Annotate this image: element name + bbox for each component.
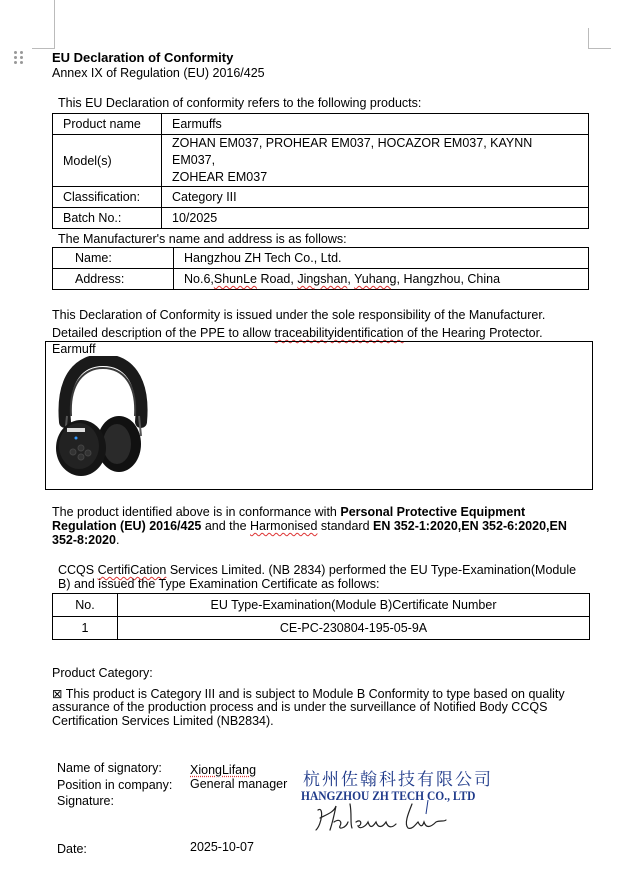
certificate-table xyxy=(52,593,590,640)
document-title: EU Declaration of Conformity xyxy=(52,50,234,65)
position-value: General manager xyxy=(190,777,288,791)
manufacturer-address-label: Address: xyxy=(53,269,174,290)
earmuff-photo-icon xyxy=(51,356,151,476)
page-margin-corner-top-left xyxy=(32,0,55,49)
date-label: Date: xyxy=(57,842,87,856)
product-name-value: Earmuffs xyxy=(162,114,589,135)
cert-header-number: EU Type-Examination(Module B)Certificate Number xyxy=(118,594,590,617)
models-value xyxy=(162,135,589,187)
company-stamp-chinese: 杭州佐翰科技有限公司 xyxy=(303,770,493,790)
page-margin-corner-top-right xyxy=(588,28,611,49)
product-category-heading: Product Category: xyxy=(52,666,153,680)
conformance-statement: The product identified above is in conformance with Personal Protective Equipment Regulation (EU) 2016/425 and the Harmonised standard EN 352-1:2020,EN 352-6:2020,EN 352-8:2020. xyxy=(52,505,567,547)
ppe-description: Detailed description of the PPE to allow traceabilityidentification of the Hearing Protector. xyxy=(52,326,543,340)
cert-row-no: 1 xyxy=(53,617,118,640)
product-category-line-1: ⊠ This product is Category III and is subject to Module B Conformity to type based on quality xyxy=(52,687,565,701)
cert-header-no: No. xyxy=(53,594,118,617)
models-label: Model(s) xyxy=(53,135,162,187)
table-row xyxy=(53,617,590,640)
company-stamp-english: HANGZHOU ZH TECH CO., LTD xyxy=(301,789,476,803)
signatory-name-value: XiongLifang xyxy=(190,763,257,777)
table-row xyxy=(53,187,589,208)
cert-row-number: CE-PC-230804-195-05-9A xyxy=(118,617,590,640)
models-line-1: ZOHAN EM037, PROHEAR EM037, HOCAZOR EM037, KAYNN EM037, xyxy=(172,136,533,167)
products-intro: This EU Declaration of conformity refers to the following products: xyxy=(58,96,422,110)
manufacturer-table xyxy=(52,247,589,290)
classification-value: Category III xyxy=(162,187,589,208)
manufacturer-intro: The Manufacturer's name and address is as follows: xyxy=(58,232,347,246)
manufacturer-address-value: No.6,ShunLe Road, Jingshan, Yuhang, Hangzhou, China xyxy=(174,269,589,290)
products-table xyxy=(52,113,589,229)
table-row xyxy=(53,269,589,290)
date-value: 2025-10-07 xyxy=(190,840,254,854)
table-row xyxy=(53,594,590,617)
manufacturer-name-label: Name: xyxy=(53,248,174,269)
classification-label: Classification: xyxy=(53,187,162,208)
ccqs-statement-line-2: B) and issued the Type Examination Certificate as follows: xyxy=(58,577,380,591)
responsibility-statement: This Declaration of Conformity is issued under the sole responsibility of the Manufacturer. xyxy=(52,308,546,322)
signatory-name-label: Name of signatory: xyxy=(57,761,162,775)
table-row xyxy=(53,208,589,229)
product-name-label: Product name xyxy=(53,114,162,135)
table-row xyxy=(53,248,589,269)
ccqs-statement-line-1: CCQS CertifiCation Services Limited. (NB 2834) performed the EU Type-Examination(Module xyxy=(58,563,577,577)
models-line-2: ZOHEAR EM037 xyxy=(172,170,268,184)
position-label: Position in company: xyxy=(57,778,173,792)
signature-label: Signature: xyxy=(57,794,114,808)
product-category-line-3: Certification Services Limited (NB2834). xyxy=(52,714,274,728)
drag-handle-icon[interactable] xyxy=(14,51,24,65)
handwritten-signature-icon xyxy=(312,800,452,836)
batch-value: 10/2025 xyxy=(162,208,589,229)
table-row xyxy=(53,135,589,187)
checkbox-checked-icon[interactable]: ⊠ xyxy=(52,687,63,701)
product-category-line-2: assurance of the production process and is under the surveillance of Notified Body CCQS xyxy=(52,700,548,714)
table-row xyxy=(53,114,589,135)
batch-label: Batch No.: xyxy=(53,208,162,229)
manufacturer-name-value: Hangzhou ZH Tech Co., Ltd. xyxy=(174,248,589,269)
product-image-box xyxy=(45,341,593,490)
image-caption: Earmuff xyxy=(52,342,96,356)
document-subtitle: Annex IX of Regulation (EU) 2016/425 xyxy=(52,66,265,80)
